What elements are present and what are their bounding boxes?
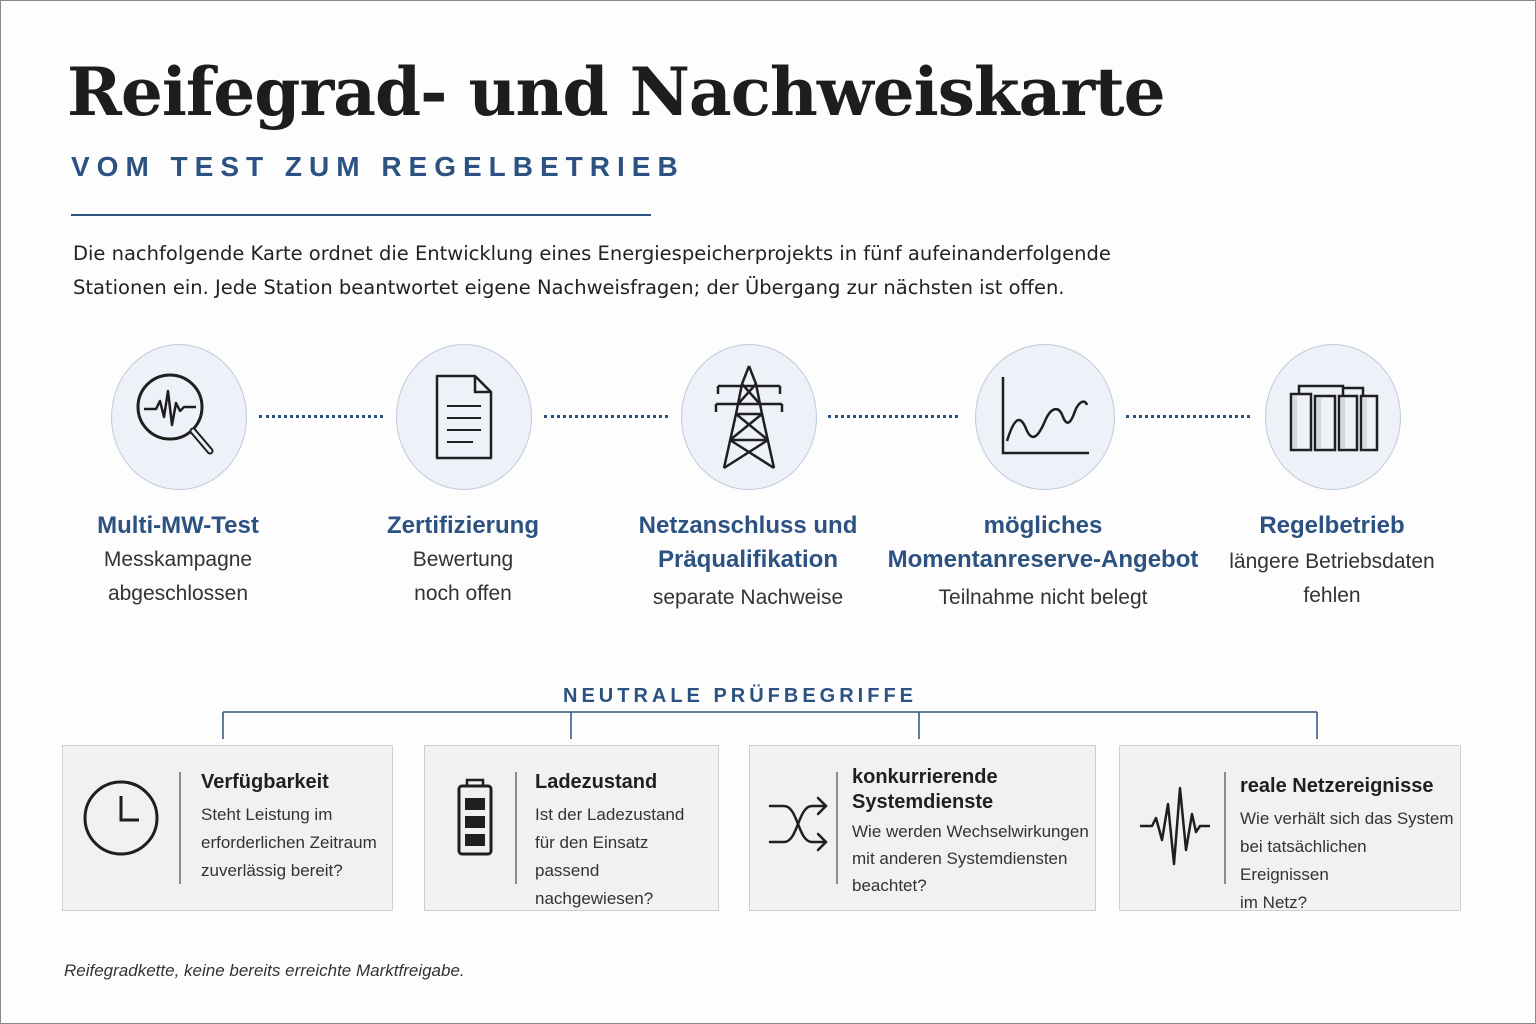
term-text-state-of-charge xyxy=(535,770,717,913)
term-divider xyxy=(179,772,181,884)
term-desc-line-1: Ist der Ladezustand xyxy=(535,805,685,824)
term-desc-line-1: Steht Leistung im xyxy=(201,805,333,824)
station-5-status-line-2: fehlen xyxy=(1303,584,1361,607)
term-desc-line-2: mit anderen Systemdiensten xyxy=(852,849,1068,868)
shuffle-icon xyxy=(768,794,830,854)
term-desc-line-2: für den Einsatz passend xyxy=(535,833,649,880)
terms-section-label: NEUTRALE PRÜFBEGRIFFE xyxy=(563,685,917,707)
page-subtitle: VOM TEST ZUM REGELBETRIEB xyxy=(71,151,685,182)
term-title: Ladezustand xyxy=(535,771,658,793)
station-4-name-line-2: Momentanreserve-Angebot xyxy=(887,546,1199,573)
station-3-name-line-1: Netzanschluss und xyxy=(638,512,858,539)
term-box-real-grid-events xyxy=(1119,745,1461,911)
term-box-competing-services xyxy=(749,745,1096,911)
term-desc-line-2: erforderlichen Zeitraum xyxy=(201,833,377,852)
term-desc-line-3: zuverlässig bereit? xyxy=(201,861,343,880)
term-text-availability xyxy=(201,770,386,885)
term-box-state-of-charge xyxy=(424,745,719,911)
intro-text: Die nachfolgende Karte ordnet die Entwicklung eines Energiespeicherprojekts in fünf aufeinanderfolgende Stationen ein. Jede Station beantwortet eigene Nachweisfragen; der Übergang zur nächsten ist offen. xyxy=(73,242,1111,299)
clock-icon xyxy=(81,772,161,862)
station-2-status-line-1: Bewertung xyxy=(412,548,514,571)
station-4-status: Teilnahme nicht belegt xyxy=(938,586,1148,609)
station-4-name-line-1: mögliches xyxy=(983,512,1103,539)
term-desc-line-3: beachtet? xyxy=(852,876,927,895)
term-desc-line-3: nachgewiesen? xyxy=(535,889,654,908)
term-box-availability xyxy=(62,745,393,911)
pulse-icon xyxy=(1138,784,1212,868)
term-title-line-1: konkurrierende xyxy=(852,766,998,788)
term-title: Verfügbarkeit xyxy=(201,771,329,793)
term-title-line-2: Systemdienste xyxy=(852,791,994,813)
term-text-competing-services xyxy=(852,765,1092,899)
term-divider xyxy=(836,772,838,884)
station-5-name: Regelbetrieb xyxy=(1259,512,1405,539)
station-2-name: Zertifizierung xyxy=(386,512,539,539)
term-text-real-grid-events xyxy=(1240,774,1458,917)
station-5-status-line-1: längere Betriebsdaten xyxy=(1229,550,1435,573)
term-divider xyxy=(1224,772,1226,884)
station-3-name-line-2: Präqualifikation xyxy=(657,546,839,573)
term-title: reale Netzereignisse xyxy=(1240,775,1434,797)
page-title: Reifegrad- und Nachweiskarte xyxy=(67,53,1165,131)
battery-icon xyxy=(455,778,495,858)
terms-bracket xyxy=(1,1,1535,761)
station-1-status-line-1: Messkampagne xyxy=(103,548,253,571)
station-1-name: Multi-MW-Test xyxy=(97,512,259,539)
term-desc-line-1: Wie verhält sich das System xyxy=(1240,809,1454,828)
term-desc-line-3: im Netz? xyxy=(1240,893,1308,912)
station-2-status-line-2: noch offen xyxy=(414,582,512,605)
footnote: Reifegradkette, keine bereits erreichte Marktfreigabe. xyxy=(64,961,465,980)
term-divider xyxy=(515,772,517,884)
term-desc-line-1: Wie werden Wechselwirkungen xyxy=(852,822,1089,841)
term-desc-line-2: bei tatsächlichen Ereignissen xyxy=(1240,837,1367,884)
station-3-status: separate Nachweise xyxy=(652,586,844,609)
station-1-status-line-2: abgeschlossen xyxy=(107,582,249,605)
